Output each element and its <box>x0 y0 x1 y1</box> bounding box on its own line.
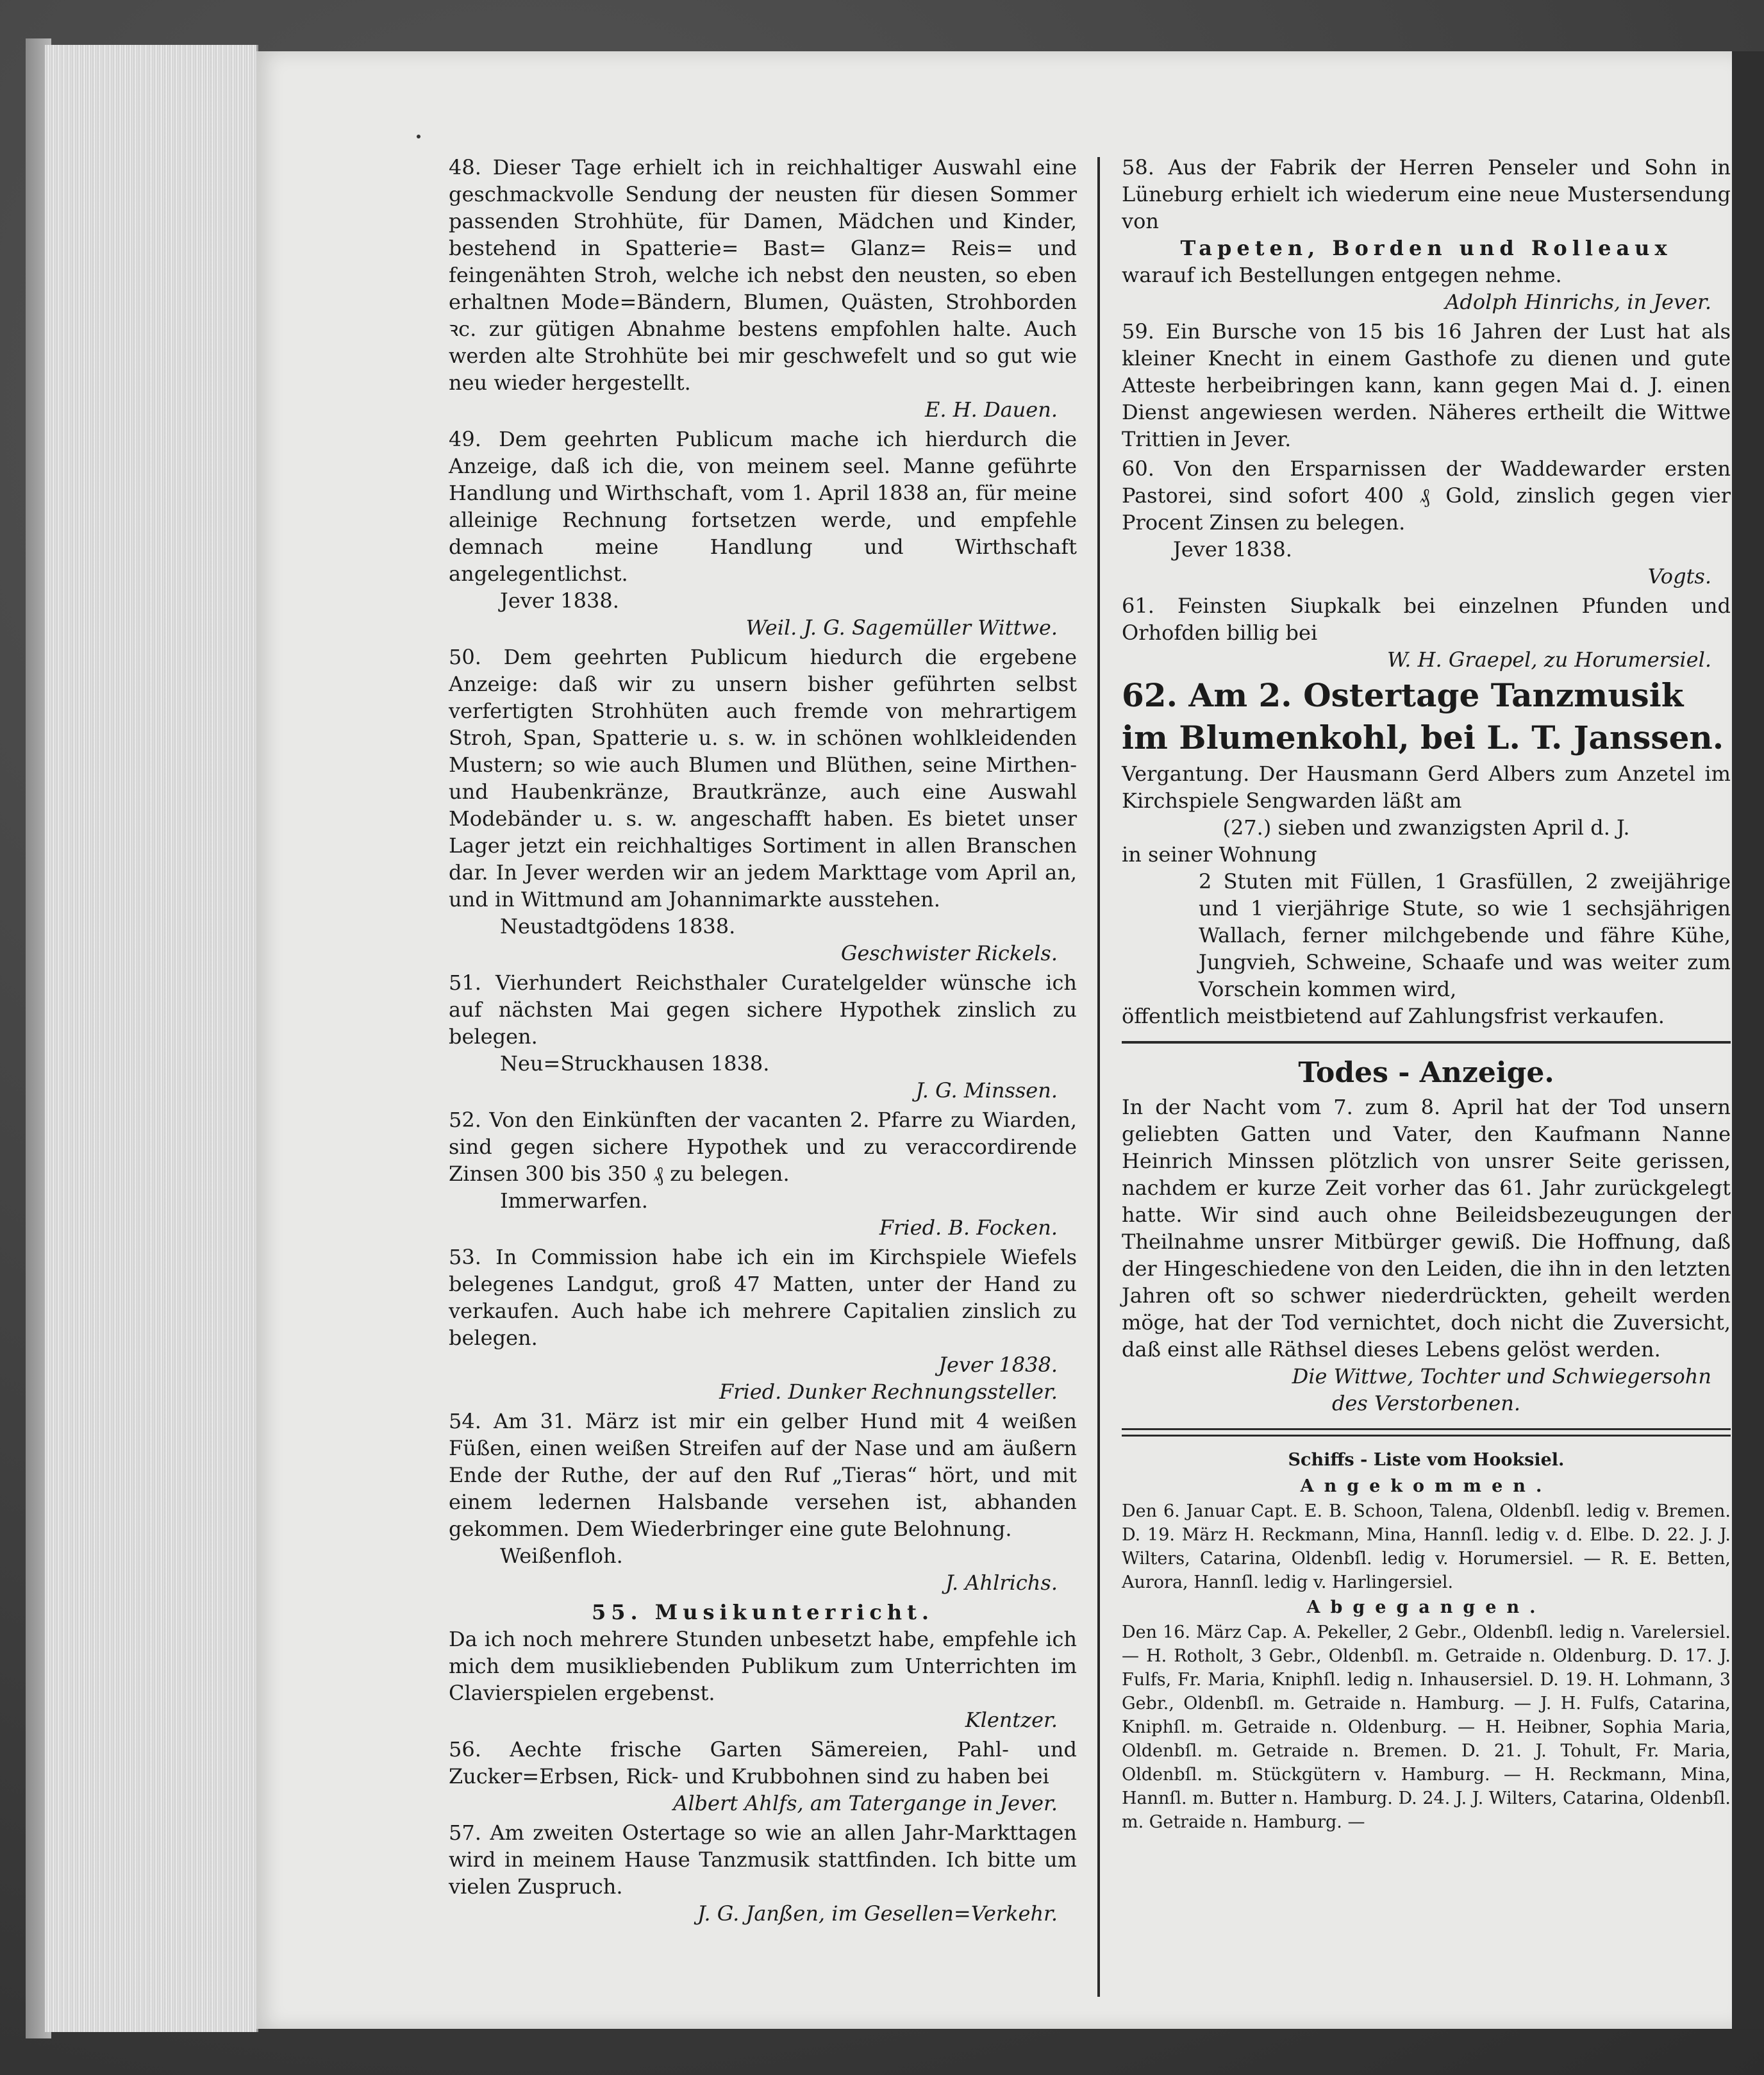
notice-56 <box>449 1736 1077 1817</box>
notice-dateline: Neustadtgödens 1838. <box>500 914 736 938</box>
notice-62 <box>1122 676 1731 758</box>
notice-52 <box>449 1106 1077 1241</box>
ship-list <box>1122 1448 1731 1834</box>
notice-text: 60. Von den Ersparnissen der Waddewarder ersten Pastorei, sind sofort 400 ₰ Gold, zinslich gegen vier Procent Zinsen zu belegen. <box>1122 456 1731 535</box>
right-scan-edge <box>1732 51 1764 2029</box>
notice-text: 51. Vierhundert Reichsthaler Curatelgelder wünsche ich auf nächsten Mai gegen sichere Hypothek zinslich zu belegen. <box>449 971 1077 1049</box>
notice-text: 61. Feinsten Siupkalk bei einzelnen Pfunden und Orhofden billig bei <box>1122 594 1731 645</box>
notice-dateline: Jever 1838. <box>1173 537 1292 562</box>
notice-highlight: Tapeten, Borden und Rolleaux <box>1180 236 1672 260</box>
notice-text: 53. In Commission habe ich ein im Kirchspiele Wiefels belegenes Landgut, groß 47 Matten, unter der Hand zu verkaufen. Auch habe ich mehrere Capitalien zinslich zu belegen. <box>449 1245 1077 1350</box>
notice-signature: Adolph Hinrichs, in Jever. <box>1445 290 1711 314</box>
notice-61 <box>1122 592 1731 673</box>
notice-text: 50. Dem geehrten Publicum hiedurch die ergebene Anzeige: daß wir zu unsern bisher geführten selbst verfertigten Strohhüten auch fremde von mehrartigem Stroh, Span, Spatterie u. s. w. in schönen wohlkleidenden Mustern; so wie auch Blumen und Blüthen, seine Mirthen- und Haubenkränze, Brautkränze, auch eine Auswahl Modebänder u. s. w. angeschafft haben. Es bietet unser Lager jetzt ein reichhaltiges Sortiment in allen Branschen dar. In Jever werden wir an jedem Markttage vom April an, und in Wittmund am Johannimarkte ausstehen. <box>449 645 1077 912</box>
section-rule <box>1122 1041 1731 1044</box>
page-stack-edge <box>45 45 258 2032</box>
right-column <box>1122 154 1731 1837</box>
notice-62-line2: im Blumenkohl, bei L. T. Janssen. <box>1122 719 1724 756</box>
notice-signature: Albert Ahlfs, am Tatergange in Jever. <box>673 1791 1058 1815</box>
arrivals-text: Den 6. Januar Capt. E. B. Schoon, Talena, Oldenbſl. ledig v. Bremen. D. 19. März H. Reckmann, Mina, Hannſl. ledig v. d. Elbe. D. 22. J. J. Wilters, Catarina, Oldenbſl. ledig v. Horumersiel. — R. E. Betten, Aurora, Hannſl. ledig v. Harlingersiel. <box>1122 1501 1731 1592</box>
death-notice-text: In der Nacht vom 7. zum 8. April hat der Tod unsern geliebten Gatten und Vater, den Kaufmann Nanne Heinrich Minssen plötzlich von unsrer Seite gerissen, nachdem er kurze Zeit vorher das 61. Jahr zurückgelegt hatte. Wir sind auch ohne Beileidsbezeugungen der Theilnahme unsrer Mitbürger gewiß. Die Hoffnung, daß der Hingeschiedene von den Leiden, die ihn in den letzten Jahren oft so schwer niederdrückten, geheilt werden möge, hat der Tod vernichtet, doch nicht die Zuversicht, daß einst alle Räthsel dieses Lebens gelöst werden. <box>1122 1095 1731 1362</box>
notice-signature: Vogts. <box>1647 564 1711 588</box>
death-notice <box>1122 1055 1731 1417</box>
death-notice-title: Todes - Anzeige. <box>1298 1056 1554 1089</box>
departures-text: Den 16. März Cap. A. Pekeller, 2 Gebr., Oldenbſl. ledig n. Varelersiel. — H. Rotholt, 3 Gebr., Oldenbſl. m. Getraide n. Oldenburg. D. 17. J. Fulfs, Fr. Maria, Kniphſl. ledig n. Inhausersiel. D. 19. H. Lohmann, 3 Gebr., Oldenbſl. m. Getraide n. Hamburg. — J. H. Fulfs, Catarina, Kniphſl. m. Getraide n. Oldenburg. — H. Heibner, Sophia Maria, Oldenbſl. m. Getraide n. Bremen. D. 21. J. Tohult, Fr. Maria, Oldenbſl. m. Stückgütern v. Hamburg. — H. Reckmann, Mina, Hannſl. m. Butter n. Hamburg. D. 24. J. J. Wilters, Catarina, Oldenbſl. m. Getraide n. Hamburg. — <box>1122 1622 1731 1832</box>
notice-signature: Geschwister Rickels. <box>840 941 1058 965</box>
notice-signature: J. G. Janßen, im Gesellen=Verkehr. <box>697 1901 1058 1926</box>
notice-dateline: Neu=Struckhausen 1838. <box>500 1051 770 1076</box>
auction-location: in seiner Wohnung <box>1122 842 1317 867</box>
notice-signature: E. H. Dauen. <box>924 397 1058 422</box>
notice-dateline: Jever 1838. <box>938 1353 1058 1377</box>
arrivals-heading: Angekommen. <box>1300 1476 1552 1496</box>
notice-signature: Weil. J. G. Sagemüller Wittwe. <box>745 615 1058 640</box>
notice-48 <box>449 154 1077 423</box>
ship-list-title: Schiffs - Liste vom Hooksiel. <box>1288 1450 1565 1470</box>
notice-text: 56. Aechte frische Garten Sämereien, Pahl- und Zucker=Erbsen, Rick- und Krubbohnen sind zu haben bei <box>449 1737 1077 1788</box>
notice-signature: J. G. Minssen. <box>915 1078 1058 1103</box>
left-column <box>449 154 1077 1929</box>
notice-62-line1: 62. Am 2. Ostertage Tanzmusik <box>1122 676 1684 714</box>
notice-text: 58. Aus der Fabrik der Herren Penseler und Sohn in Lüneburg erhielt ich wiederum eine neue Mustersendung von <box>1122 155 1731 233</box>
notice-text: 48. Dieser Tage erhielt ich in reichhaltiger Auswahl eine geschmackvolle Sendung der neusten für diesen Sommer passenden Strohhüte, für Damen, Mädchen und Kinder, bestehend in Spatterie= Bast= Glanz= Reis= und feingenähten Stroh, welche ich nebst den neusten, so eben erhaltnen Mode=Bändern, Blumen, Quästen, Strohborden ꝛc. zur gütigen Abnahme bestens empfohlen halte. Auch werden alte Strohhüte bei mir geschwefelt und so gut wie neu wieder hergestellt. <box>449 155 1077 395</box>
death-notice-signature: Die Wittwe, Tochter und Schwiegersohn <box>1292 1364 1711 1388</box>
notice-49 <box>449 426 1077 641</box>
auction-text: Vergantung. Der Hausmann Gerd Albers zum Anzetel im Kirchspiele Sengwarden läßt am <box>1122 762 1731 813</box>
auction-date: (27.) sieben und zwanzigsten April d. J. <box>1222 815 1630 840</box>
page-mark <box>417 135 420 138</box>
column-divider <box>1097 157 1100 1997</box>
notice-58 <box>1122 154 1731 315</box>
notice-text: 54. Am 31. März ist mir ein gelber Hund mit 4 weißen Füßen, einen weißen Streifen auf der Nase und am äußern Ende der Ruthe, der auf den Ruf „Tieras“ hört, und mit einem ledernen Halsbande versehen ist, abhanden gekommen. Dem Wiederbringer eine gute Belohnung. <box>449 1409 1077 1541</box>
notice-60 <box>1122 455 1731 590</box>
notice-54 <box>449 1408 1077 1596</box>
notice-text: 57. Am zweiten Ostertage so wie an allen Jahr-Markttagen wird in meinem Hause Tanzmusik stattfinden. Ich bitte um vielen Zuspruch. <box>449 1821 1077 1899</box>
notice-signature: Fried. Dunker Rechnungssteller. <box>719 1379 1058 1404</box>
notice-signature: Klentzer. <box>965 1708 1058 1732</box>
notice-50 <box>449 644 1077 967</box>
notice-59 <box>1122 318 1731 453</box>
notice-55 <box>449 1599 1077 1733</box>
notice-dateline: Immerwarfen. <box>500 1188 648 1213</box>
notice-dateline: Weißenfloh. <box>500 1544 623 1568</box>
auction-notice <box>1122 760 1731 1029</box>
notice-text: Da ich noch mehrere Stunden unbesetzt habe, empfehle ich mich dem musikliebenden Publikum zum Unterrichten im Clavierspielen ergebenst. <box>449 1627 1077 1705</box>
notice-text: 59. Ein Bursche von 15 bis 16 Jahren der Lust hat als kleiner Knecht in einem Gasthofe zu dienen und gute Atteste herbeibringen kann, kann gegen Mai d. J. einen Dienst angewiesen werden. Näheres ertheilt die Wittwe Trittien in Jever. <box>1122 319 1731 451</box>
auction-items: 2 Stuten mit Füllen, 1 Grasfüllen, 2 zweijährige und 1 vierjährige Stute, so wie 1 sechsjährigen Wallach, ferner milchgebende und fähre Kühe, Jungvieh, Schweine, Schaafe und was weiter zum Vorschein kommen wird, <box>1199 869 1731 1001</box>
death-notice-signature-line2: des Verstorbenen. <box>1331 1391 1520 1415</box>
notice-text: 52. Von den Einkünften der vacanten 2. Pfarre zu Wiarden, sind gegen sichere Hypothek und zu veraccordirende Zinsen 300 bis 350 ₰ zu belegen. <box>449 1108 1077 1186</box>
notice-signature: J. Ahlrichs. <box>945 1571 1058 1595</box>
notice-heading: 55. Musikunterricht. <box>591 1600 935 1624</box>
notice-51 <box>449 969 1077 1104</box>
notice-signature: W. H. Graepel, zu Horumersiel. <box>1386 647 1711 672</box>
notice-dateline: Jever 1838. <box>500 588 619 613</box>
notice-53 <box>449 1244 1077 1405</box>
notice-text-continued: warauf ich Bestellungen entgegen nehme. <box>1122 263 1562 287</box>
notice-signature: Fried. B. Focken. <box>879 1215 1058 1240</box>
section-rule-double <box>1122 1428 1731 1437</box>
departures-heading: Abgegangen. <box>1306 1597 1546 1617</box>
notice-text: 49. Dem geehrten Publicum mache ich hierdurch die Anzeige, daß ich die, von meinem seel. Manne geführte Handlung und Wirthschaft, vom 1. April 1838 an, für meine alleinige Rechnung fortsetzen werde, und empfehle demnach meine Handlung und Wirthschaft angelegentlichst. <box>449 427 1077 586</box>
auction-closing: öffentlich meistbietend auf Zahlungsfrist verkaufen. <box>1122 1004 1665 1028</box>
notice-57 <box>449 1819 1077 1927</box>
